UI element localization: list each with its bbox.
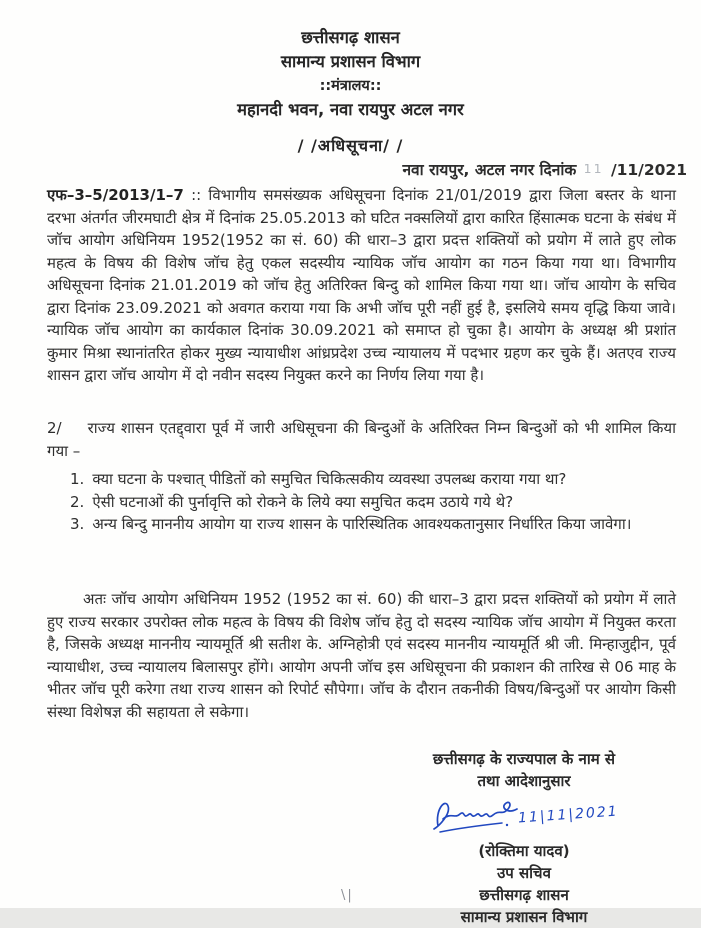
paragraph-main [47, 184, 676, 387]
signatory-name: (रोक्तिमा यादव) [478, 842, 570, 860]
notification-title: / /अधिसूचना/ / [297, 136, 404, 155]
list-item-number: 1. [70, 470, 85, 488]
list-item-number: 3. [70, 515, 85, 533]
government-name: छत्तीसगढ़ शासन [301, 28, 400, 47]
signatory-designation: उप सचिव [497, 864, 551, 882]
list-item-text: ऐसी घटनाओं की पुर्नावृत्ति को रोकने के लिये क्या समुचित कदम उठाये गये थे? [92, 492, 514, 511]
list-item-text: अन्य बिन्दु माननीय आयोग या राज्य शासन के पारिस्थितिक आवश्यकतानुसार निर्धारित किया जावेगा। [92, 515, 632, 533]
by-order-line: तथा आदेशानुसार [477, 772, 571, 790]
list-item [70, 468, 673, 491]
list-item [70, 513, 673, 536]
ministry-label: ::मंत्रालय:: [319, 78, 382, 94]
paragraph-2-text: राज्य शासन एतद्द्वारा पूर्व में जारी अधिसूचना की बिन्दुओं के अतिरिक्त निम्न बिन्दुओं को भी शामिल किया गया – [47, 419, 676, 460]
on-behalf-line: छत्तीसगढ़ के राज्यपाल के नाम से [432, 750, 616, 768]
reference-number: एफ–3–5/2013/1–7 [47, 186, 184, 204]
place-date-line [402, 158, 687, 180]
letterhead [0, 26, 701, 158]
signatory-department: सामान्य प्रशासन विभाग [460, 908, 588, 926]
paragraph-2 [47, 417, 676, 462]
signature-block [358, 748, 690, 928]
list-item-number: 2. [70, 492, 85, 511]
handwritten-date: 11|11|2021 [517, 803, 620, 827]
list-item-text: क्या घटना के पश्चात् पीडितों को समुचित चिकित्सकीय व्यवस्था उपलब्ध कराया गया था? [92, 470, 567, 488]
points-list [70, 468, 673, 536]
signature-area [358, 794, 690, 838]
stray-mark: \| [341, 888, 354, 903]
signatory-government: छत्तीसगढ़ शासन [479, 886, 569, 904]
list-item [70, 491, 673, 514]
place-date-prefix: नवा रायपुर, अटल नगर दिनांक [402, 161, 577, 179]
handwritten-day: 11 [583, 161, 604, 176]
address-line: महानदी भवन, नवा रायपुर अटल नगर [237, 100, 464, 119]
department-name: सामान्य प्रशासन विभाग [280, 52, 421, 71]
paragraph-main-text: :: विभागीय समसंख्यक अधिसूचना दिनांक 21/01/2019 द्वारा जिला बस्तर के थाना दरभा अंतर्गत जीरमघाटी क्षेत्र में दिनांक 25.05.2013 को घटित नक्सलियों द्वारा कारित हिंसात्मक घटना के संबंध में जॉच आयोग अधिनियम 1952(1952 का सं. 60) की धारा–3 द्वारा प्रदत्त शक्तियों को प्रयोग में लाते हुए लोक महत्व के विषय की विशेष जॉच हेतु एकल सदस्यीय न्यायिक जॉच आयोग का गठन किया गया था। विभागीय अधिसूचना दिनांक 21.01.2019 को जॉच हेतु अतिरिक्त बिन्दु को शामिल किया गया था। जॉच आयोग के सचिव द्वारा दिनांक 23.09.2021 को अवगत कराया गया कि अभी जॉच पूरी नहीं हुई है, इसलिये समय वृद्धि किया जावे। न्यायिक जॉच आयोग का कार्यकाल दिनांक 30.09.2021 को समाप्त हो चुका है। आयोग के अध्यक्ष श्री प्रशांत कुमार मिश्रा स्थानांतरित होकर मुख्य न्यायाधीश आंध्रप्रदेश उच्च न्यायालय में पदभार ग्रहण कर चुके हैं। अतएव राज्य शासन द्वारा जॉच आयोग में दो नवीन सदस्य नियुक्त करने का निर्णय लिया गया है। [47, 186, 676, 384]
paragraph-3: अतः जॉच आयोग अधिनियम 1952 (1952 का सं. 60) की धारा–3 द्वारा प्रदत्त शक्तियों को प्रयोग में लाते हुए राज्य सरकार उपरोक्त लोक महत्व के विषय की विशेष जॉच हेतु दो सदस्य न्यायिक जॉच आयोग में नियुक्त करता है, जिसके अध्यक्ष माननीय न्यायमूर्ति श्री सतीश के. अग्निहोत्री एवं सदस्य माननीय न्यायमूर्ति श्री जी. मिन्हाजुद्दीन, पूर्व न्यायाधीश, उच्च न्यायालय बिलासपुर होंगे। आयोग अपनी जॉच इस अधिसूचना की प्रकाशन की तारिख से 06 माह के भीतर जॉच पूरी करेगा तथा राज्य शासन को रिपोर्ट सौपेगा। जॉच के दौरान तकनीकी विषय/बिन्दुओं पर आयोग किसी संस्था विशेषज्ञ की सहायता ले सकेगा। [47, 590, 676, 721]
date-rest: /11/2021 [610, 161, 687, 179]
paragraph-2-number: 2/ [47, 419, 62, 437]
